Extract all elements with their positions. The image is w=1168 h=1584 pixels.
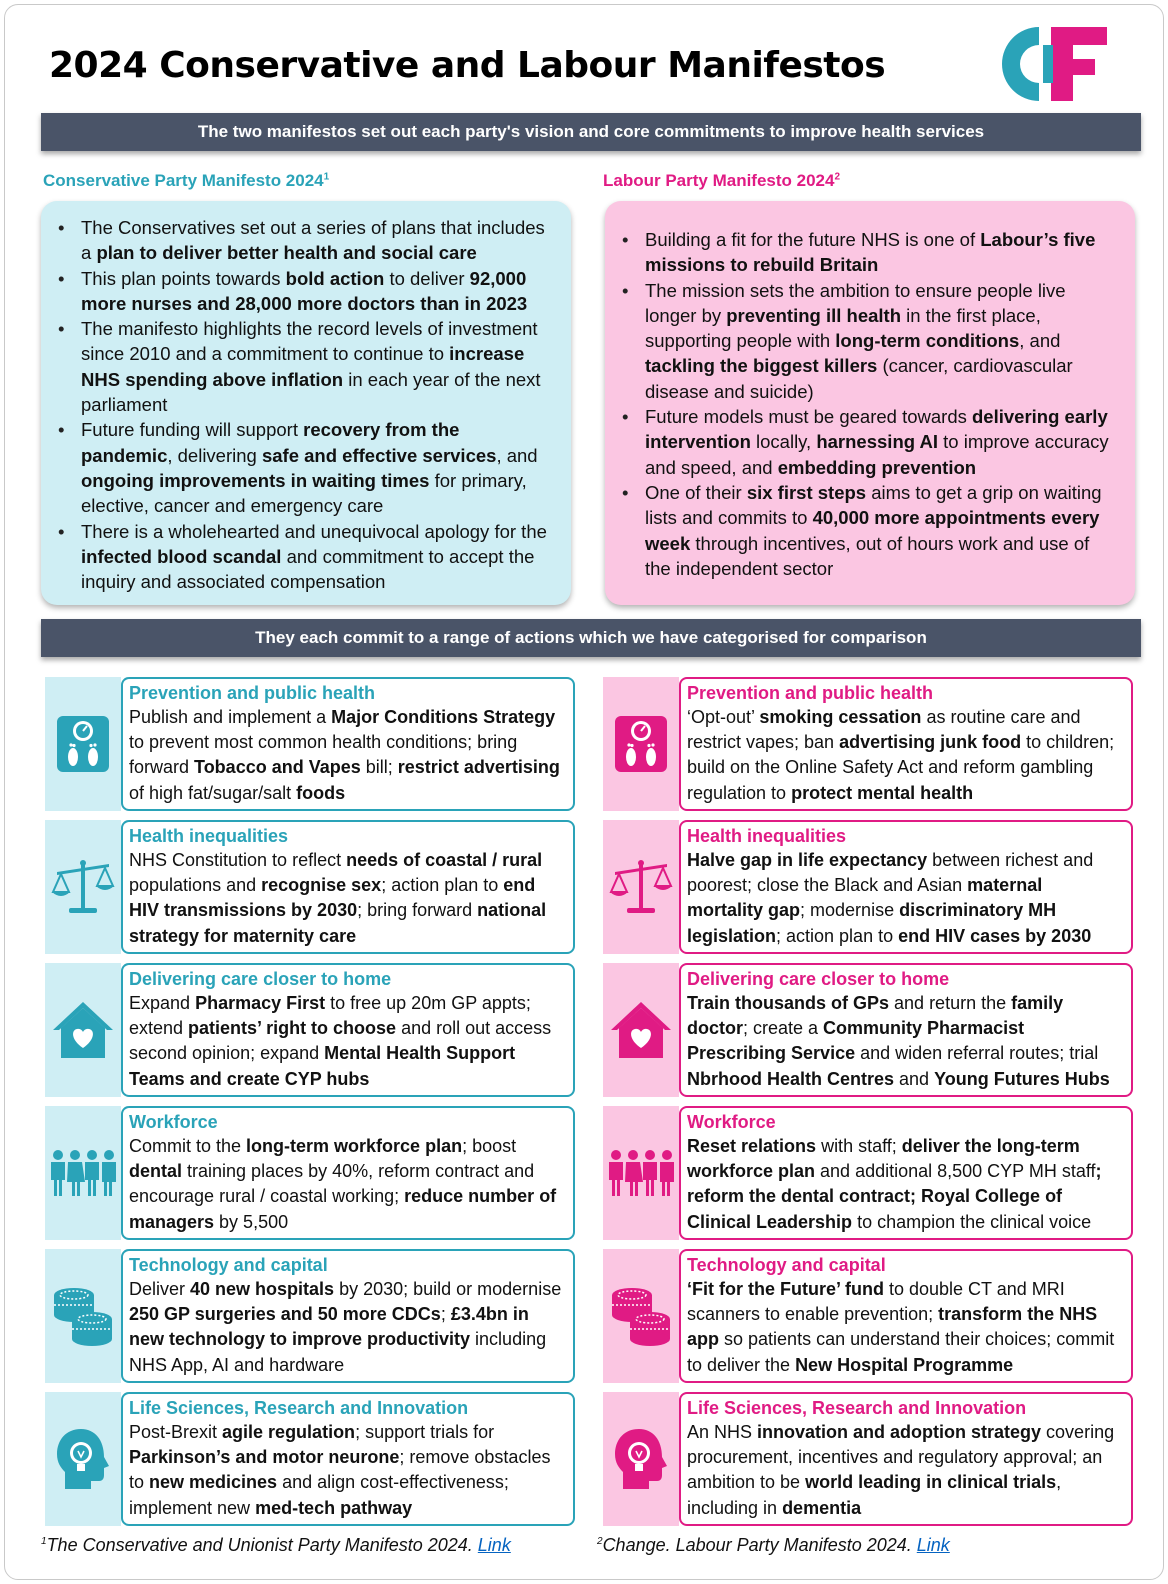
category-card — [121, 1106, 575, 1240]
labour-summary-bullet: • Future models must be geared towards delivering early intervention locally, harnessing AI to improve accuracy and speed, and embedding prevention — [645, 404, 1117, 480]
category-title: Health inequalities — [129, 826, 289, 846]
category-text: NHS Constitution to reflect needs of coastal / rural populations and recognise sex; action plan to end HIV transmissions by 2030; bring forward national strategy for maternity care — [129, 850, 547, 946]
category-card — [679, 1106, 1133, 1240]
emphasis-text: Mental Health Support Teams and create CYP hubs — [129, 1043, 516, 1089]
category-text: Train thousands of GPs and return the family doctor; create a Community Pharmacist Prescribing Service and widen referral routes; trial Nbrhood Health Centres and Young Futures Hubs — [687, 993, 1110, 1089]
category-title: Life Sciences, Research and Innovation — [687, 1398, 1027, 1418]
page-title: 2024 Conservative and Labour Manifestos — [49, 45, 886, 86]
labour-heading: Labour Party Manifesto 2024$^2$ — [603, 171, 841, 190]
category-title: Life Sciences, Research and Innovation — [129, 1398, 469, 1418]
labour-summary-bullet: • Building a fit for the future NHS is one of Labour’s five missions to rebuild Britain — [645, 227, 1117, 278]
emphasis-text: Train thousands of GPs — [687, 993, 890, 1013]
category-title: Workforce — [129, 1112, 218, 1132]
category-title: Technology and capital — [687, 1255, 886, 1275]
emphasis-text: needs of coastal / rural — [346, 850, 543, 870]
infographic-page — [4, 4, 1164, 1580]
conservative-category-workforce — [45, 1106, 575, 1240]
emphasis-text: innovation and adoption strategy — [757, 1422, 1042, 1442]
labour-source-link[interactable]: Link — [916, 1535, 950, 1555]
home-heart-icon — [603, 963, 679, 1097]
emphasis-text: Major Conditions Strategy — [331, 707, 556, 727]
labour-category-inequalities — [603, 820, 1133, 954]
emphasis-text: reduce number of managers — [129, 1186, 557, 1232]
category-title: Health inequalities — [687, 826, 847, 846]
category-text: Expand Pharmacy First to free up 20m GP appts; extend patients’ right to choose and roll out access second opinion; expand Mental Health Support Teams and create CYP hubs — [129, 993, 552, 1089]
category-text: Reset relations with staff; deliver the long-term workforce plan and additional 8,500 CYP MH staff; reform the dental contract; Royal College of Clinical Leadership to champion the clinical voice — [687, 1136, 1102, 1232]
category-text: ‘Fit for the Future’ fund to double CT and MRI scanners to enable prevention; transform the NHS app so patients can understand their choices; commit to deliver the New Hospital Programme — [687, 1279, 1115, 1375]
actions-banner: They each commit to a range of actions which we have categorised for comparison — [41, 619, 1141, 657]
vision-banner: The two manifestos set out each party's vision and core commitments to improve health services — [41, 113, 1141, 151]
emphasis-text: Young Futures Hubs — [934, 1068, 1110, 1089]
emphasis-text: Tobacco and Vapes — [194, 757, 361, 778]
conservative-source-link[interactable]: Link — [477, 1535, 511, 1555]
emphasis-text: med-tech pathway — [255, 1497, 413, 1518]
emphasis-text: delivering early intervention — [645, 406, 1108, 453]
scales-weighing-icon — [603, 677, 679, 811]
emphasis-text: 40,000 more appointments every week — [645, 507, 1100, 554]
emphasis-text: Community Pharmacist Prescribing Service — [687, 1018, 1025, 1064]
emphasis-text: bold action — [285, 267, 385, 289]
labour-category-life-sciences — [603, 1392, 1133, 1526]
category-title: Workforce — [687, 1112, 776, 1132]
head-lightbulb-icon — [603, 1392, 679, 1526]
coins-icon — [45, 1249, 121, 1383]
conservative-category-care-closer-to-home — [45, 963, 575, 1097]
category-card — [679, 1249, 1133, 1383]
emphasis-text: Parkinson’s and motor neurone — [129, 1447, 400, 1468]
emphasis-text: Pharmacy First — [195, 993, 326, 1013]
emphasis-text: agile regulation — [222, 1422, 356, 1442]
emphasis-text: deliver the long-term workforce plan — [687, 1136, 1080, 1182]
category-text: ‘Opt-out’ smoking cessation as routine care and restrict vapes; ban advertising junk food to children; build on the Online Safety Act and reform gambling regulation to protect mental health — [687, 707, 1115, 803]
category-text: Deliver 40 new hospitals by 2030; build or modernise 250 GP surgeries and 50 more CDCs; £3.4bn in new technology to improve productivity including NHS App, AI and hardware — [129, 1279, 562, 1375]
coins-icon — [603, 1249, 679, 1383]
emphasis-text: embedding prevention — [777, 456, 977, 478]
category-text: Post-Brexit agile regulation; support trials for Parkinson’s and motor neurone; remove obstacles to new medicines and align cost-effectiveness; implement new med-tech pathway — [129, 1422, 551, 1518]
emphasis-text: end HIV cases by 2030 — [898, 925, 1092, 946]
conservative-category-technology-capital — [45, 1249, 575, 1383]
labour-category-care-closer-to-home — [603, 963, 1133, 1097]
category-text: Commit to the long-term workforce plan; boost dental training places by 40%, reform contract and encourage rural / coastal working; reduce number of managers by 5,500 — [129, 1136, 557, 1232]
conservative-category-inequalities — [45, 820, 575, 954]
emphasis-text: harnessing AI — [816, 431, 938, 453]
emphasis-text: recognise sex — [261, 875, 382, 896]
labour-category-technology-capital — [603, 1249, 1133, 1383]
people-icon — [603, 1106, 679, 1240]
home-heart-icon — [45, 963, 121, 1097]
emphasis-text: national strategy for maternity care — [129, 900, 547, 946]
scales-weighing-icon — [45, 677, 121, 811]
category-text: Halve gap in life expectancy between richest and poorest; close the Black and Asian maternal mortality gap; modernise discriminatory MH legislation; action plan to end HIV cases by 2030 — [687, 850, 1094, 946]
emphasis-text: 92,000 more nurses and 28,000 more doctors than in 2023 — [81, 267, 528, 314]
emphasis-text: discriminatory MH legislation — [687, 900, 1057, 946]
emphasis-text: Labour’s five missions to rebuild Britain — [645, 229, 1096, 276]
emphasis-text: plan to deliver better health and social care — [96, 242, 477, 264]
balance-scale-icon — [603, 820, 679, 954]
emphasis-text: 40 new hospitals — [190, 1279, 335, 1299]
conservative-summary-bullet: • The Conservatives set out a series of plans that includes a plan to deliver better health and social care — [81, 215, 553, 266]
emphasis-text: ; reform the dental contract; Royal College of Clinical Leadership — [687, 1161, 1102, 1232]
emphasis-text: increase NHS spending above inflation — [81, 343, 525, 390]
conservative-heading: Conservative Party Manifesto 2024$^1$ — [43, 171, 330, 190]
emphasis-text: restrict advertising — [397, 757, 560, 778]
emphasis-text: New Hospital Programme — [795, 1354, 1014, 1375]
labour-summary — [605, 201, 1135, 605]
emphasis-text: safe and effective services — [261, 444, 497, 466]
category-title: Prevention and public health — [129, 683, 376, 703]
emphasis-text: recovery from the pandemic — [81, 419, 460, 466]
emphasis-text: ongoing improvements in waiting times — [81, 469, 430, 491]
conservative-summary-bullet: • This plan points towards bold action to deliver 92,000 more nurses and 28,000 more doctors than in 2023 — [81, 266, 553, 317]
category-title: Delivering care closer to home — [129, 969, 392, 989]
category-text: Publish and implement a Major Conditions Strategy to prevent most common health conditions; bring forward Tobacco and Vapes bill; restrict advertising of high fat/sugar/salt foods — [129, 707, 560, 803]
emphasis-text: Reset relations — [687, 1136, 817, 1156]
category-card — [679, 963, 1133, 1097]
labour-footnote: $^2$Change. Labour Party Manifesto 2024. Link — [597, 1535, 950, 1555]
emphasis-text: ‘Fit for the Future’ fund — [687, 1279, 884, 1299]
labour-summary-bullet: • The mission sets the ambition to ensure people live longer by preventing ill health in the first place, supporting people with long-term conditions, and tackling the biggest killers (cancer, cardiovascular disease and suicide) — [645, 278, 1117, 404]
emphasis-text: long-term conditions — [835, 330, 1020, 352]
emphasis-text: maternal mortality gap — [687, 875, 1043, 921]
emphasis-text: Nbrhood Health Centres — [687, 1068, 895, 1089]
emphasis-text: tackling the biggest killers — [645, 355, 878, 377]
emphasis-text: protect mental health — [791, 782, 974, 803]
emphasis-text: preventing ill health — [726, 304, 901, 326]
emphasis-text: new medicines — [149, 1472, 278, 1493]
category-card — [121, 1249, 575, 1383]
category-card — [679, 820, 1133, 954]
category-title: Delivering care closer to home — [687, 969, 950, 989]
emphasis-text: advertising junk food — [839, 732, 1022, 753]
category-title: Prevention and public health — [687, 683, 934, 703]
emphasis-text: 250 GP surgeries and 50 more CDCs — [129, 1304, 441, 1325]
emphasis-text: end HIV transmissions by 2030 — [129, 875, 536, 921]
head-lightbulb-icon — [45, 1392, 121, 1526]
emphasis-text: infected blood scandal — [81, 545, 282, 567]
labour-summary-bullet: • One of their six first steps aims to get a grip on waiting lists and commits to 40,000 more appointments every week through incentives, out of hours work and use of the independent sector — [645, 480, 1117, 581]
people-icon — [45, 1106, 121, 1240]
labour-category-workforce — [603, 1106, 1133, 1240]
balance-scale-icon — [45, 820, 121, 954]
emphasis-text: dental — [129, 1161, 183, 1182]
category-card — [121, 677, 575, 811]
emphasis-text: dementia — [782, 1497, 862, 1518]
conservative-category-prevention — [45, 677, 575, 811]
emphasis-text: patients’ right to choose — [188, 1018, 397, 1039]
conservative-summary-bullet: • The manifesto highlights the record levels of investment since 2010 and a commitment to continue to increase NHS spending above inflation in each year of the next parliament — [81, 316, 553, 417]
emphasis-text: transform the NHS app — [687, 1304, 1098, 1350]
emphasis-text: £3.4bn in new technology to improve productivity — [129, 1304, 529, 1350]
category-card — [679, 1392, 1133, 1526]
emphasis-text: smoking cessation — [759, 707, 922, 727]
emphasis-text: long-term workforce plan — [246, 1136, 463, 1156]
category-card — [121, 1392, 575, 1526]
conservative-summary-bullet: • There is a wholehearted and unequivocal apology for the infected blood scandal and commitment to accept the inquiry and associated compensation — [81, 519, 553, 595]
category-card — [121, 963, 575, 1097]
cf-logo — [999, 21, 1135, 107]
conservative-summary — [41, 201, 571, 605]
emphasis-text: foods — [296, 782, 346, 803]
labour-category-prevention — [603, 677, 1133, 811]
category-text: An NHS innovation and adoption strategy covering procurement, incentives and regulatory approval; an ambition to be world leading in clinical trials, including in dementia — [687, 1422, 1115, 1518]
category-card — [121, 820, 575, 954]
conservative-summary-bullet: • Future funding will support recovery from the pandemic, delivering safe and effective services, and ongoing improvements in waiting times for primary, elective, cancer and emergency care — [81, 417, 553, 518]
emphasis-text: world leading in clinical trials — [805, 1472, 1057, 1493]
category-card — [679, 677, 1133, 811]
conservative-footnote: $^1$The Conservative and Unionist Party Manifesto 2024. Link — [41, 1535, 511, 1555]
emphasis-text: family doctor — [687, 993, 1064, 1039]
conservative-category-life-sciences — [45, 1392, 575, 1526]
category-title: Technology and capital — [129, 1255, 328, 1275]
emphasis-text: six first steps — [746, 481, 867, 503]
emphasis-text: Halve gap in life expectancy — [687, 850, 928, 870]
